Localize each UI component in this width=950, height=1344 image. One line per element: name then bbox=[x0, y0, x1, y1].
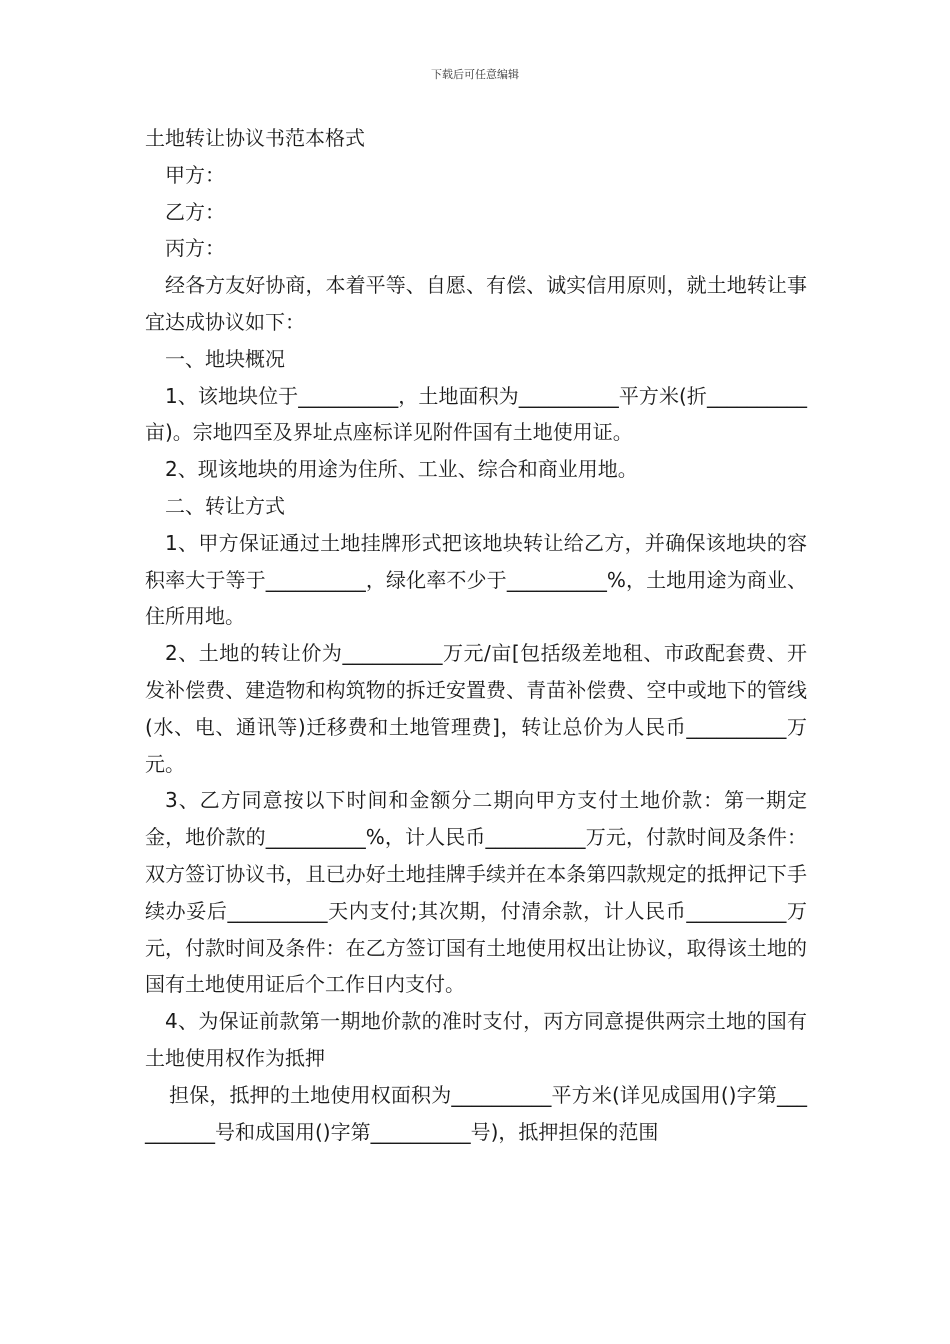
section-2-heading: 二、转让方式 bbox=[165, 493, 285, 518]
section-2-item-4-continuation: 担保，抵押的土地使用权面积为__________平方米(详见成国用()字第__________号和成国用()字第__________号)，抵押担保的范围 bbox=[145, 1082, 807, 1144]
page-header: 下载后可任意编辑 bbox=[431, 68, 519, 81]
document-title: 土地转让协议书范本格式 bbox=[145, 126, 365, 150]
section-2-item-4: 4、为保证前款第一期地价款的准时支付，丙方同意提供两宗土地的国有土地使用权作为抵押 bbox=[145, 1009, 807, 1070]
section-1-heading: 一、地块概况 bbox=[165, 346, 285, 371]
party-a-line: 甲方： bbox=[165, 162, 225, 187]
section-2-item-3: 3、乙方同意按以下时间和金额分二期向甲方支付土地价款：第一期定金，地价款的__________%，计人民币__________万元，付款时间及条件：双方签订协议书，且已办好土地挂牌手续并在本条第四款规定的抵押记下手续办妥后__________天内支付;其次期，付清余款，计人民币__________万元，付款时间及条件：在乙方签订国有土地使用权出让协议，取得该土地的国有土地使用证后个工作日内支付。 bbox=[145, 788, 807, 997]
section-1-item-2: 2、现该地块的用途为住所、工业、综合和商业用地。 bbox=[165, 457, 638, 482]
party-c-line: 丙方： bbox=[165, 236, 225, 261]
preamble-paragraph: 经各方友好协商，本着平等、自愿、有偿、诚实信用原则，就土地转让事宜达成协议如下： bbox=[145, 273, 807, 334]
section-1-item-1: 1、该地块位于__________，土地面积为__________平方米(折__________亩)。宗地四至及界址点座标详见附件国有土地使用证。 bbox=[145, 383, 807, 445]
section-2-item-1: 1、甲方保证通过土地挂牌形式把该地块转让给乙方，并确保该地块的容积率大于等于__________，绿化率不少于__________%，土地用途为商业、住所用地。 bbox=[145, 530, 807, 629]
document-body bbox=[145, 120, 807, 1150]
section-2-item-2: 2、土地的转让价为__________万元/亩[包括级差地租、市政配套费、开发补偿费、建造物和构筑物的拆迁安置费、青苗补偿费、空中或地下的管线(水、电、通讯等)迁移费和土地管理费]，转让总价为人民币__________万元。 bbox=[145, 641, 807, 776]
party-b-line: 乙方： bbox=[165, 199, 225, 224]
